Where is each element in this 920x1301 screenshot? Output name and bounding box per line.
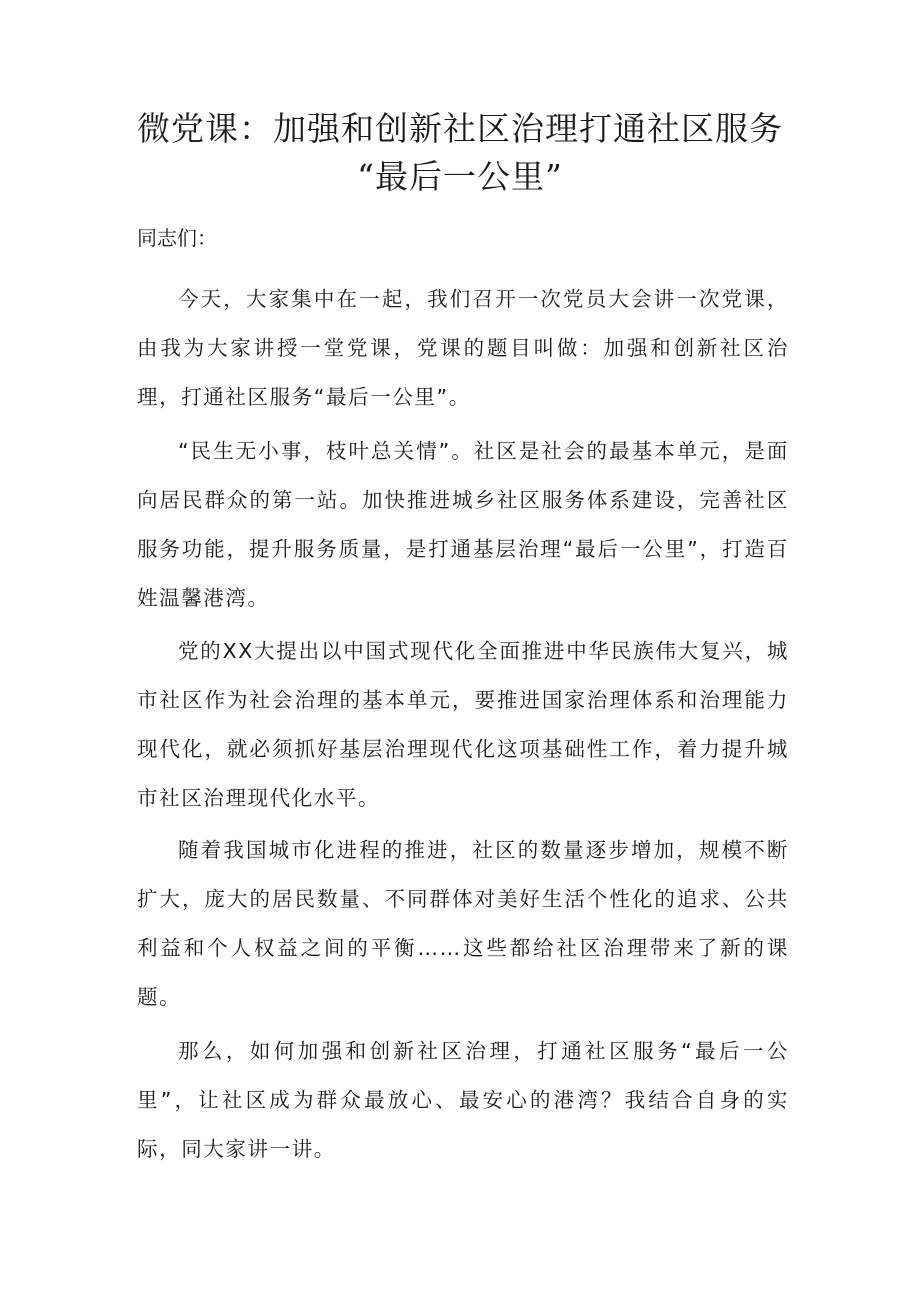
paragraph-2: “民生无小事，枝叶总关情”。社区是社会的最基本单元，是面向居民群众的第一站。加快推进城乡社区服务体系建设，完善社区服务功能，提升服务质量，是打通基层治理“最后一公里”，打造百姓温馨港湾。 — [137, 439, 789, 610]
salutation: 同志们： — [137, 226, 217, 250]
paragraph-3: 党的XX大提出以中国式现代化全面推进中华民族伟大复兴，城市社区作为社会治理的基本单元，要推进国家治理体系和治理能力现代化，就必须抓好基层治理现代化这项基础性工作，着力提升城市社区治理现代化水平。 — [137, 639, 789, 810]
document-title-line-1: 微党课：加强和创新社区治理打通社区服务 — [137, 109, 783, 148]
paragraph-5: 那么，如何加强和创新社区治理，打通社区服务“最后一公里”，让社区成为群众最放心、最安心的港湾？我结合自身的实际，同大家讲一讲。 — [137, 1039, 789, 1161]
paragraph-1: 今天，大家集中在一起，我们召开一次党员大会讲一次党课，由我为大家讲授一堂党课，党课的题目叫做：加强和创新社区治理，打通社区服务“最后一公里”。 — [137, 287, 789, 409]
paragraph-4: 随着我国城市化进程的推进，社区的数量逐步增加，规模不断扩大，庞大的居民数量、不同群体对美好生活个性化的追求、公共利益和个人权益之间的平衡……这些都给社区治理带来了新的课题。 — [137, 838, 789, 1009]
document-title-line-2: “最后一公里” — [357, 157, 563, 196]
